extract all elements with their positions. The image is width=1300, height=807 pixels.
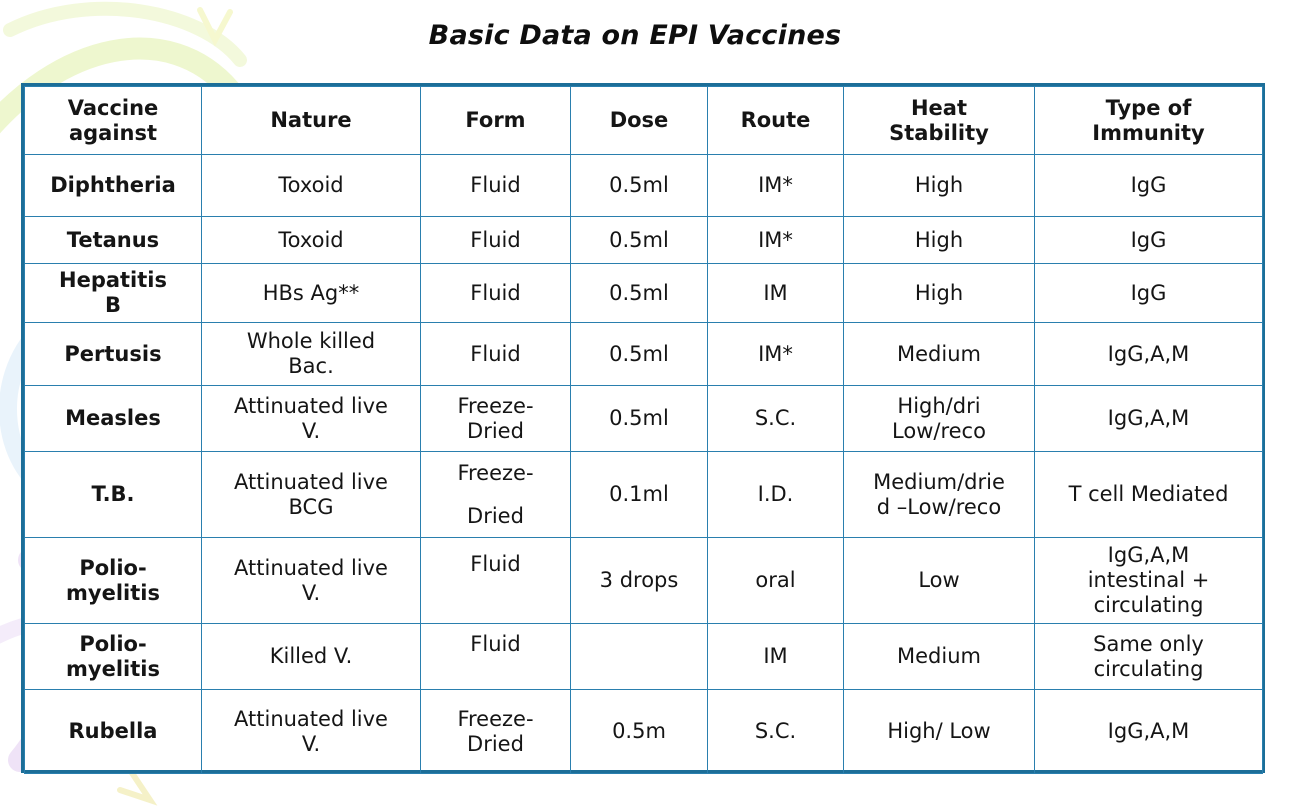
- cell-immunity: IgG,A,M: [1035, 386, 1263, 452]
- cell-form: Fluid: [421, 624, 571, 690]
- cell-dose: 0.5m: [571, 690, 708, 774]
- cell-heat-stability: Medium/drie d –Low/reco: [844, 452, 1035, 538]
- cell-immunity: IgG: [1035, 264, 1263, 323]
- cell-form: Fluid: [421, 323, 571, 386]
- table-row: [25, 624, 1263, 690]
- cell-heat-stability: High: [844, 217, 1035, 264]
- cell-immunity: Same only circulating: [1035, 624, 1263, 690]
- cell-route: S.C.: [708, 690, 844, 774]
- cell-vaccine: T.B.: [25, 452, 202, 538]
- cell-nature: Attinuated live BCG: [202, 452, 421, 538]
- cell-heat-stability: High: [844, 155, 1035, 217]
- cell-route: IM*: [708, 217, 844, 264]
- cell-nature: Whole killed Bac.: [202, 323, 421, 386]
- cell-heat-stability: Medium: [844, 323, 1035, 386]
- cell-nature: Attinuated live V.: [202, 690, 421, 774]
- cell-dose: [571, 624, 708, 690]
- header-route: Route: [708, 87, 844, 155]
- cell-vaccine: Tetanus: [25, 217, 202, 264]
- cell-immunity: IgG: [1035, 217, 1263, 264]
- cell-dose: 0.5ml: [571, 155, 708, 217]
- header-form: Form: [421, 87, 571, 155]
- cell-heat-stability: High/ Low: [844, 690, 1035, 774]
- header-vaccine-against: Vaccine against: [25, 87, 202, 155]
- table-row: [25, 452, 1263, 538]
- cell-dose: 0.5ml: [571, 386, 708, 452]
- cell-route: I.D.: [708, 452, 844, 538]
- cell-immunity: IgG: [1035, 155, 1263, 217]
- cell-dose: 0.5ml: [571, 323, 708, 386]
- cell-vaccine: Polio- myelitis: [25, 538, 202, 624]
- table-row: [25, 155, 1263, 217]
- header-dose: Dose: [571, 87, 708, 155]
- cell-route: oral: [708, 538, 844, 624]
- cell-form: Fluid: [421, 538, 571, 624]
- cell-form: Freeze- Dried: [421, 386, 571, 452]
- cell-route: S.C.: [708, 386, 844, 452]
- cell-heat-stability: Low: [844, 538, 1035, 624]
- table-row: [25, 323, 1263, 386]
- cell-nature: Killed V.: [202, 624, 421, 690]
- cell-vaccine: Polio- myelitis: [25, 624, 202, 690]
- cell-nature: Attinuated live V.: [202, 386, 421, 452]
- cell-nature: Toxoid: [202, 217, 421, 264]
- cell-form: Fluid: [421, 155, 571, 217]
- header-nature: Nature: [202, 87, 421, 155]
- cell-dose: 3 drops: [571, 538, 708, 624]
- vaccine-table: [24, 86, 1263, 774]
- cell-form: Fluid: [421, 264, 571, 323]
- cell-heat-stability: High: [844, 264, 1035, 323]
- cell-nature: Toxoid: [202, 155, 421, 217]
- cell-nature: HBs Ag**: [202, 264, 421, 323]
- cell-form: Freeze- Dried: [421, 452, 571, 538]
- cell-route: IM*: [708, 323, 844, 386]
- cell-route: IM: [708, 264, 844, 323]
- header-heat-stability: Heat Stability: [844, 87, 1035, 155]
- cell-nature: Attinuated live V.: [202, 538, 421, 624]
- cell-immunity: T cell Mediated: [1035, 452, 1263, 538]
- cell-vaccine: Hepatitis B: [25, 264, 202, 323]
- table-row: [25, 217, 1263, 264]
- cell-dose: 0.5ml: [571, 217, 708, 264]
- cell-route: IM*: [708, 155, 844, 217]
- cell-route: IM: [708, 624, 844, 690]
- cell-heat-stability: Medium: [844, 624, 1035, 690]
- header-type-of-immunity: Type of Immunity: [1035, 87, 1263, 155]
- header-row: [25, 87, 1263, 155]
- cell-form: Freeze- Dried: [421, 690, 571, 774]
- cell-immunity: IgG,A,M: [1035, 690, 1263, 774]
- vaccine-table-frame: [21, 83, 1265, 773]
- table-row: [25, 538, 1263, 624]
- cell-immunity: IgG,A,M intestinal + circulating: [1035, 538, 1263, 624]
- cell-immunity: IgG,A,M: [1035, 323, 1263, 386]
- cell-dose: 0.1ml: [571, 452, 708, 538]
- table-row: [25, 690, 1263, 774]
- cell-dose: 0.5ml: [571, 264, 708, 323]
- cell-vaccine: Rubella: [25, 690, 202, 774]
- table-row: [25, 264, 1263, 323]
- table-row: [25, 386, 1263, 452]
- cell-vaccine: Measles: [25, 386, 202, 452]
- cell-vaccine: Pertusis: [25, 323, 202, 386]
- cell-vaccine: Diphtheria: [25, 155, 202, 217]
- cell-form: Fluid: [421, 217, 571, 264]
- cell-heat-stability: High/dri Low/reco: [844, 386, 1035, 452]
- page-title: Basic Data on EPI Vaccines: [428, 20, 842, 51]
